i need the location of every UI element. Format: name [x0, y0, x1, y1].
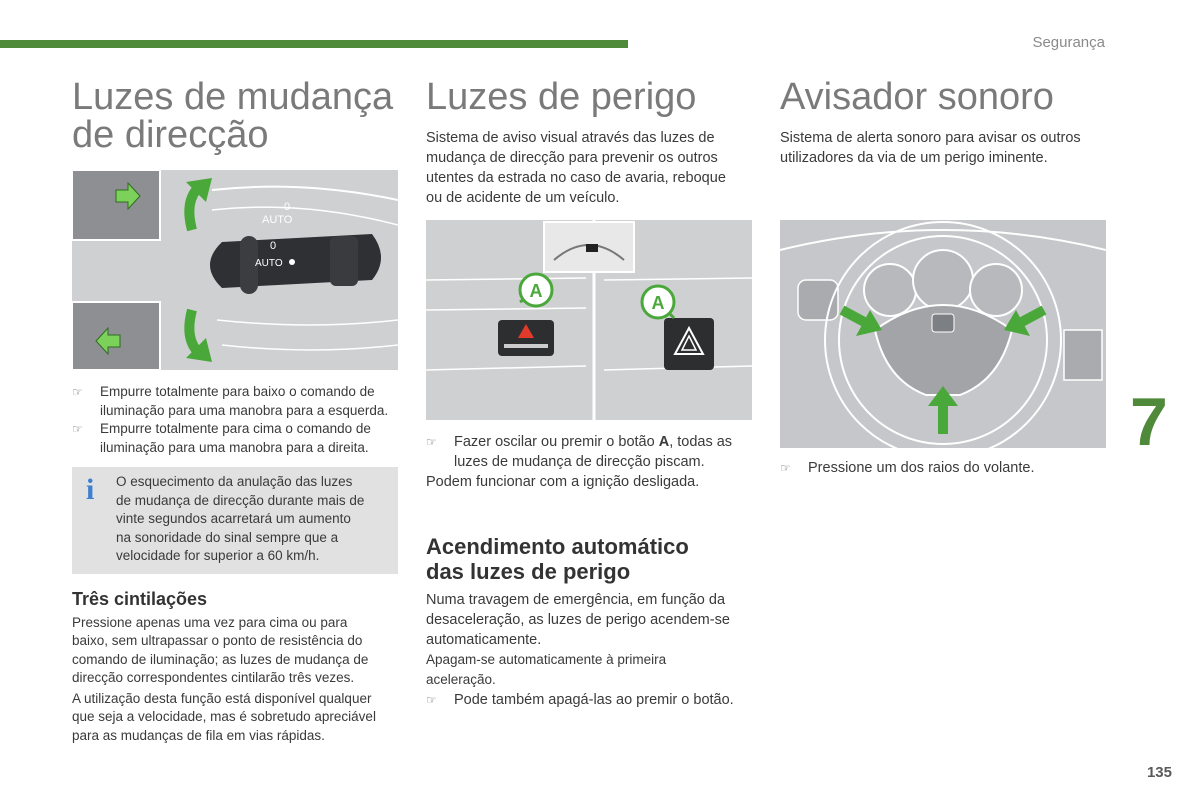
subtitle-three-flashes: Três cintilações: [72, 588, 208, 609]
text-line: Numa travagem de emergência, em função da: [426, 592, 726, 608]
page-number: 135: [1146, 764, 1172, 781]
info-line: O esquecimento da anulação das luzes: [116, 474, 353, 489]
column-horn: [780, 78, 1108, 478]
info-line: na sonoridade do sinal sempre que a: [116, 529, 339, 545]
text-fragment: , todas as: [669, 434, 733, 450]
bullet-line: Empurre totalmente para cima o comando de: [100, 421, 371, 436]
auto-hazard-paragraph: [426, 590, 754, 650]
subtitle-line: Acendimento automático: [426, 534, 689, 559]
list-item: [72, 383, 398, 420]
turn-signal-instructions: [72, 383, 398, 457]
text-line: que seja a velocidade, mas é sobretudo apreciável: [72, 709, 376, 724]
title-hazard-lights: Luzes de perigo: [426, 76, 697, 118]
auto-hazard-bullet: ☞ Pode também apagá-las ao premir o botão.: [426, 690, 754, 710]
hazard-note: Podem funcionar com a ignição desligada.: [426, 474, 700, 490]
info-line: vinte segundos acarretará um aumento: [116, 511, 351, 526]
auto-hazard-off-paragraph: [426, 650, 754, 690]
three-flashes-paragraph: [72, 614, 398, 688]
text-line: mudança de direcção para prevenir os outros: [426, 150, 718, 166]
hazard-illustration: [426, 220, 752, 420]
bullet-line: iluminação para uma manobra para a esquerda.: [100, 402, 389, 418]
steering-wheel-figure: [780, 220, 1106, 448]
subtitle-line: das luzes de perigo: [426, 559, 631, 584]
hazard-intro: [426, 128, 754, 208]
text-line: Pressione apenas uma vez para cima ou para: [72, 614, 348, 630]
button-a-reference: A: [658, 434, 670, 450]
title-horn: Avisador sonoro: [780, 76, 1054, 118]
text-line: ou de acidente de um veículo.: [426, 190, 620, 206]
column-turn-signals: [72, 78, 398, 745]
info-box: [72, 467, 398, 574]
column-hazard-lights: [426, 78, 754, 710]
text-line: aceleração.: [426, 672, 496, 687]
title-line-1: Luzes de mudança: [72, 76, 394, 118]
steering-wheel-illustration: [780, 220, 1106, 448]
title-turn-signals: [72, 78, 398, 154]
text-line: utilizadores da via de um perigo iminente.: [780, 150, 1048, 166]
section-label: Segurança: [1032, 34, 1105, 51]
peugeot-logo-icon: [932, 314, 954, 332]
label-a-badge-right: [642, 286, 674, 318]
text-line: baixo, sem ultrapassar o ponto de resistência do: [72, 633, 363, 648]
hazard-button-figure: [426, 220, 752, 420]
ghost-zero-label: 0: [284, 201, 291, 213]
text-fragment: Fazer oscilar ou premir o botão: [454, 434, 659, 450]
title-line-2: de direcção: [72, 114, 269, 156]
turn-signal-stalk-figure: [72, 170, 398, 370]
bullet-line: iluminação para uma manobra para a direita.: [100, 439, 369, 455]
text-line: para as mudanças de fila em vias rápidas.: [72, 727, 325, 743]
text-line: Sistema de aviso visual através das luzes de: [426, 130, 715, 146]
text-line: automaticamente.: [426, 632, 542, 648]
hazard-instruction: [426, 432, 754, 472]
info-line: velocidade for superior a 60 km/h.: [116, 548, 320, 563]
label-a-badge-left: [520, 274, 552, 306]
text-line: comando de iluminação; as luzes de mudança de: [72, 651, 369, 667]
chapter-number: 7: [1130, 384, 1168, 460]
stalk-auto-label: AUTO: [255, 258, 283, 269]
horn-instruction: ☞ Pressione um dos raios do volante.: [780, 458, 1108, 478]
stalk-illustration: [72, 170, 398, 370]
ghost-auto-label: AUTO: [262, 214, 293, 226]
list-item: [72, 420, 398, 457]
stalk-zero-label: 0: [270, 240, 277, 252]
info-icon: i: [86, 473, 95, 506]
text-line: luzes de mudança de direcção piscam.: [454, 454, 705, 470]
horn-intro: [780, 128, 1108, 168]
info-text: [116, 473, 388, 566]
three-flashes-usage-paragraph: [72, 690, 398, 746]
text-line: A utilização desta função está disponível qualquer: [72, 690, 372, 706]
text-line: Apagam-se automaticamente à primeira: [426, 652, 667, 667]
text-line: direcção correspondentes cintilarão três vezes.: [72, 670, 355, 685]
bullet-line: Empurre totalmente para baixo o comando de: [100, 384, 375, 399]
text-line: utentes da estrada no caso de avaria, reboque: [426, 170, 726, 186]
header-accent-bar: [0, 40, 628, 48]
label-a: A: [529, 281, 543, 301]
text-line: desaceleração, as luzes de perigo acendem-se: [426, 612, 730, 628]
text-line: Sistema de alerta sonoro para avisar os outros: [780, 130, 1081, 146]
info-line: de mudança de direcção durante mais de: [116, 492, 365, 508]
label-a: A: [651, 293, 665, 313]
subtitle-auto-hazard: [426, 534, 754, 584]
